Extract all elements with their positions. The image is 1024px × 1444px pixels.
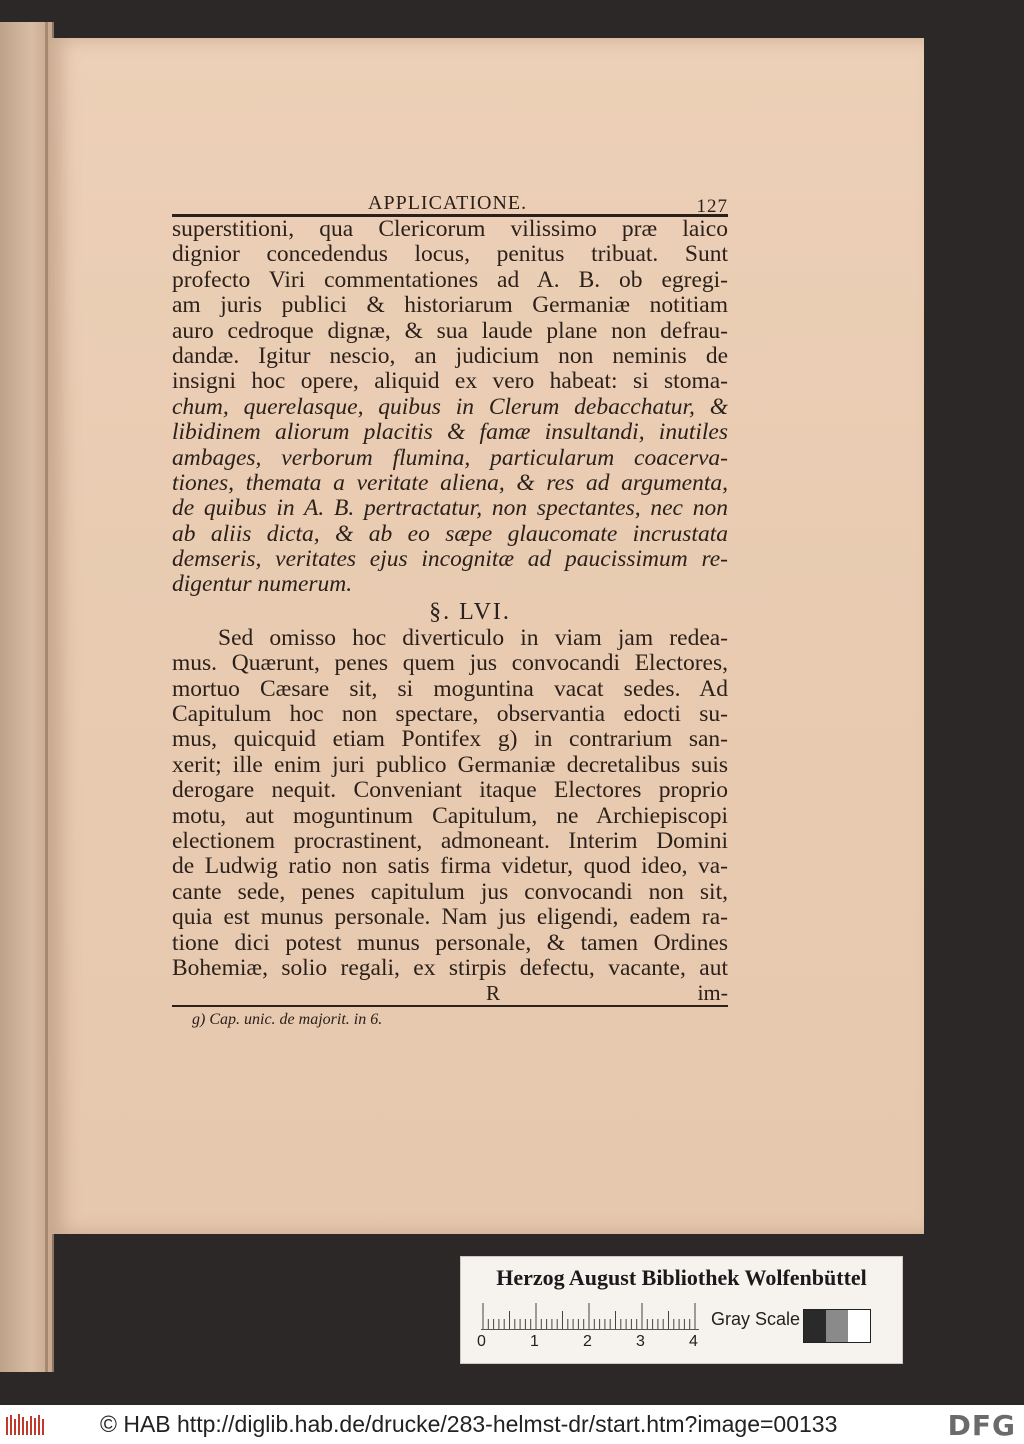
gray-swatch — [848, 1310, 870, 1342]
section-heading: §. LVI. — [429, 598, 511, 625]
text-line: tione dici potest munus personale, & tamen Ordines — [172, 929, 728, 956]
text-line: ambages, verborum flumina, particularum coacerva- — [172, 444, 728, 471]
footnote: g) Cap. unic. de majorit. in 6. — [192, 1011, 383, 1029]
page-number: 127 — [696, 196, 728, 217]
text-line: demseris, veritates ejus incognitæ ad paucissimum re- — [172, 546, 728, 573]
running-header — [172, 188, 728, 217]
text-line: xerit; ille enim juri publico Germaniæ decretalibus suis — [172, 751, 728, 778]
text-line: Sed omisso hoc diverticulo in viam jam redea- — [218, 624, 728, 651]
text-line: electionem procrastinent, admoneant. Interim Domini — [172, 827, 728, 854]
gray-swatch — [804, 1310, 826, 1342]
text-line: derogare nequit. Conveniant itaque Electores proprio — [172, 777, 728, 804]
text-line: mus, quicquid etiam Pontifex g) in contrarium san- — [172, 726, 728, 753]
text-line: dignior concedendus locus, penitus tribuat. Sunt — [172, 241, 728, 268]
barcode-logo-icon — [6, 1413, 48, 1441]
text-line: digentur numerum. — [172, 571, 353, 598]
text-line: quia est munus personale. Nam jus eligendi, eadem ra- — [172, 904, 728, 931]
text-line: Bohemiæ, solio regali, ex stirpis defectu, vacante, aut — [172, 954, 728, 981]
paragraph-continued — [172, 217, 728, 598]
catchword: im- — [697, 980, 728, 1006]
text-line: ab aliis dicta, & ab eo sæpe glaucomate incrustata — [172, 520, 728, 547]
gray-scale-label: Gray Scale — [711, 1309, 801, 1329]
dfg-logo: DFG — [947, 1409, 1016, 1442]
ruler-number: 2 — [583, 1333, 592, 1350]
previous-page-edge — [0, 22, 54, 1372]
footnote-rule — [172, 1005, 728, 1007]
text-line: am juris publici & historiarum Germaniæ notitiam — [172, 292, 728, 319]
text-line: auro cedroque dignæ, & sua laude plane non defrau- — [172, 317, 728, 344]
text-line: de quibus in A. B. pertractatur, non spectantes, nec non — [172, 495, 728, 522]
book-page — [50, 38, 924, 1234]
text-line: mus. Quærunt, penes quem jus convocandi Electores, — [172, 650, 728, 677]
text-line: tiones, themata a veritate aliena, & res ad argumenta, — [172, 469, 728, 496]
paragraph-section-lvi — [172, 626, 728, 981]
text-line: mortuo Cæsare sit, si moguntina vacat sedes. Ad — [172, 675, 728, 702]
library-name: Herzog August Bibliothek Wolfenbüttel — [496, 1265, 867, 1290]
ruler-number: 0 — [477, 1333, 486, 1350]
ruler-number: 1 — [530, 1333, 539, 1350]
ruler-number: 3 — [636, 1333, 645, 1350]
credit-link[interactable]: © HAB http://diglib.hab.de/drucke/283-helmst-dr/start.htm?image=00133 — [100, 1411, 838, 1437]
text-line: chum, querelasque, quibus in Clerum debacchatur, & — [172, 393, 728, 420]
signature-mark: R — [486, 981, 501, 1006]
text-line: motu, aut moguntinum Capitulum, ne Archiepiscopi — [172, 802, 728, 829]
ruler-number: 4 — [689, 1333, 698, 1350]
text-line: dandæ. Igitur nescio, an judicium non neminis de — [172, 342, 728, 369]
text-line: Capitulum hoc non spectare, observantia edocti su- — [172, 701, 728, 728]
page-text-block — [172, 188, 728, 1029]
text-line: de Ludwig ratio non satis firma videtur, quod ideo, va- — [172, 853, 728, 880]
text-line: cante sede, penes capitulum jus convocandi non sit, — [172, 878, 728, 905]
text-line: profecto Viri commentationes ad A. B. ob egregi- — [172, 266, 728, 293]
measurement-ruler — [481, 1303, 699, 1330]
text-line: insigni hoc opere, aliquid ex vero habeat: si stoma- — [172, 368, 728, 395]
catch-line — [172, 981, 728, 1007]
library-label — [461, 1257, 902, 1363]
footer-bar — [0, 1405, 1024, 1444]
text-line: libidinem aliorum placitis & famæ insultandi, inutiles — [172, 419, 728, 446]
text-line: superstitioni, qua Clericorum vilissimo præ laico — [172, 216, 728, 242]
gray-swatch — [826, 1310, 848, 1342]
running-head: APPLICATIONE. — [368, 192, 528, 214]
gray-scale-swatches — [803, 1309, 871, 1343]
